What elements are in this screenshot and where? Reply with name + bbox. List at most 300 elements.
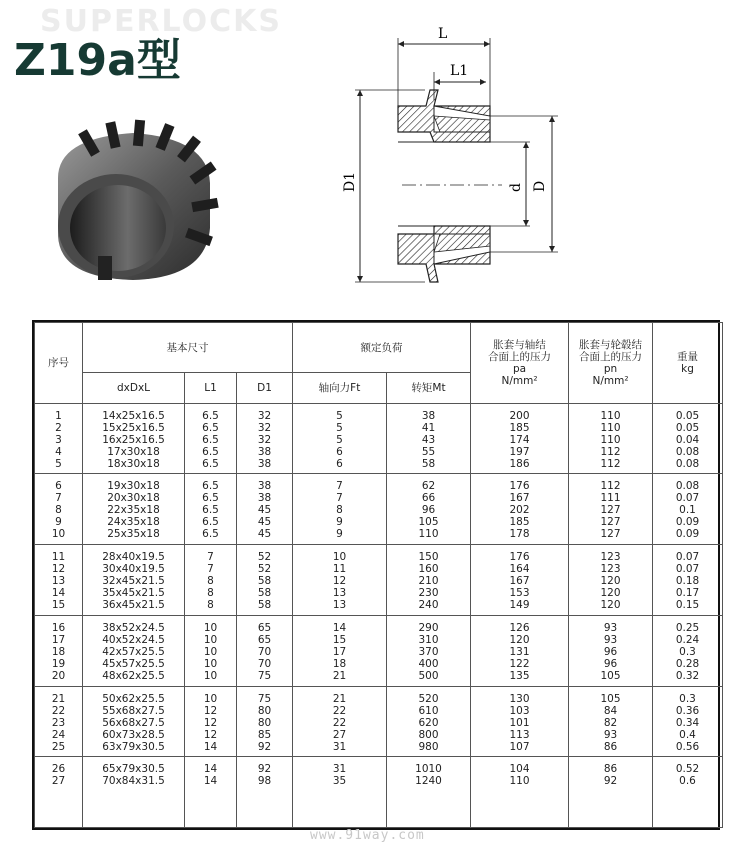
cell-value: 75	[257, 669, 272, 682]
cell-no	[35, 474, 83, 545]
cell-value: 5	[336, 421, 343, 434]
cell-value: 18	[332, 657, 347, 670]
cell-value: 80	[257, 704, 272, 717]
cell-value: 6.5	[202, 445, 219, 458]
cell-value: 105	[418, 516, 439, 529]
cell-value: 7	[207, 551, 214, 564]
cell-ft	[293, 757, 387, 828]
cell-kg	[653, 615, 723, 686]
cell-D1	[237, 757, 293, 828]
header-weight: 重量 kg	[653, 323, 723, 404]
cell-value: 15	[332, 633, 347, 646]
cell-no	[35, 545, 83, 616]
label-L: L	[438, 26, 448, 42]
cell-ft	[293, 545, 387, 616]
cell-value: 14x25x16.5	[102, 409, 165, 422]
cell-value: 120	[600, 575, 621, 588]
cell-dim	[83, 545, 185, 616]
cell-value: 120	[600, 587, 621, 600]
cell-value: 110	[600, 409, 621, 422]
cell-value: 5	[55, 457, 62, 470]
cell-value: 22x35x18	[107, 504, 160, 517]
cross-section-drawing	[330, 20, 600, 290]
header-pa: 胀套与轴结 合面上的压力 pa N/mm²	[471, 323, 569, 404]
cell-value: 0.3	[679, 645, 696, 658]
cell-value: 149	[509, 599, 530, 612]
cell-value: 22	[332, 716, 347, 729]
header-d1: D1	[237, 373, 293, 403]
cell-value: 6.5	[202, 457, 219, 470]
cell-value: 0.52	[675, 763, 700, 776]
cell-kg	[653, 403, 723, 474]
cell-value: 92	[257, 763, 272, 776]
header-pn: 胀套与轮毂结 合面上的压力 pn N/mm²	[569, 323, 653, 404]
cell-value: 8	[207, 575, 214, 588]
cell-value: 93	[603, 633, 618, 646]
cell-value: 70	[257, 657, 272, 670]
cell-value: 96	[603, 657, 618, 670]
cell-value: 127	[600, 504, 621, 517]
cell-value: 92	[257, 740, 272, 753]
cell-value: 27	[332, 728, 347, 741]
cell-value: 0.34	[675, 716, 700, 729]
label-D: D	[532, 180, 548, 192]
cell-value: 111	[600, 492, 621, 505]
page-title: Z19a型	[14, 35, 181, 86]
cell-dim	[83, 686, 185, 757]
cell-value: 98	[257, 775, 272, 788]
product-photo	[38, 108, 228, 298]
cell-value: 31	[332, 763, 347, 776]
cell-value: 17x30x18	[107, 445, 160, 458]
cell-value: 38	[257, 457, 272, 470]
cell-no	[35, 615, 83, 686]
cell-value: 14	[51, 587, 66, 600]
header-basic-dims: 基本尺寸	[83, 323, 293, 373]
cell-value: 310	[418, 633, 439, 646]
cell-value: 45	[257, 504, 272, 517]
cell-value: 58	[257, 575, 272, 588]
cell-value: 32x45x21.5	[102, 575, 165, 588]
cell-value: 35	[332, 775, 347, 788]
cell-value: 0.17	[675, 587, 700, 600]
cell-value: 112	[600, 457, 621, 470]
header-dxdxl: dxDxL	[83, 373, 185, 403]
cell-kg	[653, 686, 723, 757]
cell-value: 38	[257, 480, 272, 493]
cell-value: 230	[418, 587, 439, 600]
cell-value: 110	[509, 775, 530, 788]
cell-L1	[185, 403, 237, 474]
cell-value: 30x40x19.5	[102, 563, 165, 576]
cell-value: 1010	[415, 763, 442, 776]
cell-kg	[653, 474, 723, 545]
header-torque: 转矩Mt	[387, 373, 471, 403]
cell-value: 130	[509, 692, 530, 705]
cell-mt	[387, 474, 471, 545]
table-body	[35, 403, 723, 827]
cell-value: 10	[332, 551, 347, 564]
cell-value: 75	[257, 692, 272, 705]
cell-pn	[569, 757, 653, 828]
cell-value: 200	[509, 409, 530, 422]
cell-value: 112	[600, 480, 621, 493]
cell-value: 16x25x16.5	[102, 433, 165, 446]
cell-value: 86	[603, 763, 618, 776]
cell-value: 0.6	[679, 775, 696, 788]
table-row-group	[35, 403, 723, 474]
cell-value: 38	[257, 445, 272, 458]
cell-value: 58	[257, 587, 272, 600]
header-axial-force: 轴向力Ft	[293, 373, 387, 403]
cell-value: 60x73x28.5	[102, 728, 165, 741]
cell-D1	[237, 403, 293, 474]
cell-pn	[569, 686, 653, 757]
cell-value: 5	[336, 433, 343, 446]
cell-value: 120	[600, 599, 621, 612]
cell-value: 500	[418, 669, 439, 682]
cell-value: 86	[603, 740, 618, 753]
cell-value: 620	[418, 716, 439, 729]
cell-value: 18x30x18	[107, 457, 160, 470]
cell-L1	[185, 686, 237, 757]
cell-value: 32	[257, 433, 272, 446]
cell-value: 25	[51, 740, 66, 753]
cell-value: 55	[421, 445, 436, 458]
cell-D1	[237, 686, 293, 757]
label-d: d	[508, 183, 524, 192]
cell-L1	[185, 545, 237, 616]
cell-pn	[569, 545, 653, 616]
cell-value: 96	[421, 504, 436, 517]
cell-value: 93	[603, 621, 618, 634]
cell-value: 17	[332, 645, 347, 658]
header-rated-load: 额定负荷	[293, 323, 471, 373]
cell-value: 122	[509, 657, 530, 670]
cell-value: 10	[203, 645, 218, 658]
cell-value: 0.24	[675, 633, 700, 646]
cell-value: 82	[603, 716, 618, 729]
cell-value: 164	[509, 563, 530, 576]
cell-value: 0.09	[675, 516, 700, 529]
cell-ft	[293, 615, 387, 686]
cell-value: 13	[332, 587, 347, 600]
cell-value: 185	[509, 516, 530, 529]
cell-value: 10	[203, 633, 218, 646]
cell-value: 11	[51, 551, 66, 564]
cell-value: 126	[509, 621, 530, 634]
table-row-group	[35, 686, 723, 757]
cell-value: 15x25x16.5	[102, 421, 165, 434]
cell-value: 38x52x24.5	[102, 621, 165, 634]
cell-value: 93	[603, 728, 618, 741]
cell-value: 65	[257, 633, 272, 646]
cell-value: 0.18	[675, 575, 700, 588]
cell-value: 50x62x25.5	[102, 692, 165, 705]
table-row-group	[35, 545, 723, 616]
cell-value: 13	[332, 599, 347, 612]
cell-value: 6.5	[202, 421, 219, 434]
cell-value: 23	[51, 716, 66, 729]
header-l1: L1	[185, 373, 237, 403]
cell-value: 150	[418, 551, 439, 564]
cell-value: 8	[207, 587, 214, 600]
cell-value: 20	[51, 669, 66, 682]
cell-value: 2	[55, 421, 62, 434]
cell-value: 9	[336, 516, 343, 529]
cell-value: 10	[203, 692, 218, 705]
cell-value: 160	[418, 563, 439, 576]
cell-value: 101	[509, 716, 530, 729]
cell-D1	[237, 615, 293, 686]
cell-value: 7	[336, 480, 343, 493]
cell-value: 6.5	[202, 516, 219, 529]
cell-value: 107	[509, 740, 530, 753]
cell-value: 800	[418, 728, 439, 741]
cell-value: 0.28	[675, 657, 700, 670]
cell-value: 14	[203, 763, 218, 776]
cell-value: 19	[51, 657, 66, 670]
cell-value: 31	[332, 740, 347, 753]
cell-value: 7	[336, 492, 343, 505]
cell-value: 123	[600, 551, 621, 564]
cell-value: 6.5	[202, 480, 219, 493]
cell-value: 210	[418, 575, 439, 588]
cell-value: 6.5	[202, 492, 219, 505]
cell-kg	[653, 757, 723, 828]
cell-value: 43	[421, 433, 436, 446]
cell-value: 0.3	[679, 692, 696, 705]
cell-value: 6.5	[202, 433, 219, 446]
cell-value: 112	[600, 445, 621, 458]
cell-value: 28x40x19.5	[102, 551, 165, 564]
cell-value: 0.56	[675, 740, 700, 753]
cell-value: 92	[603, 775, 618, 788]
cell-value: 36x45x21.5	[102, 599, 165, 612]
cell-value: 610	[418, 704, 439, 717]
cell-value: 131	[509, 645, 530, 658]
cell-value: 186	[509, 457, 530, 470]
cell-value: 103	[509, 704, 530, 717]
cell-value: 12	[332, 575, 347, 588]
cell-value: 370	[418, 645, 439, 658]
cell-value: 0.09	[675, 528, 700, 541]
cell-no	[35, 403, 83, 474]
cell-value: 110	[600, 421, 621, 434]
cell-dim	[83, 474, 185, 545]
cell-value: 0.08	[675, 457, 700, 470]
cell-value: 22	[332, 704, 347, 717]
cell-value: 80	[257, 716, 272, 729]
cell-value: 197	[509, 445, 530, 458]
cell-value: 12	[203, 704, 218, 717]
cell-value: 153	[509, 587, 530, 600]
cell-dim	[83, 757, 185, 828]
cell-value: 0.04	[675, 433, 700, 446]
cell-value: 16	[51, 621, 66, 634]
cell-value: 110	[600, 433, 621, 446]
cell-value: 176	[509, 480, 530, 493]
cell-value: 12	[203, 728, 218, 741]
cell-value: 0.1	[679, 504, 696, 517]
cell-value: 40x52x24.5	[102, 633, 165, 646]
cell-L1	[185, 757, 237, 828]
cell-value: 113	[509, 728, 530, 741]
cell-value: 62	[421, 480, 436, 493]
cell-value: 1	[55, 409, 62, 422]
cell-pa	[471, 474, 569, 545]
cell-L1	[185, 474, 237, 545]
cell-value: 202	[509, 504, 530, 517]
cell-kg	[653, 545, 723, 616]
cell-value: 45	[257, 528, 272, 541]
cell-pa	[471, 686, 569, 757]
cell-value: 19x30x18	[107, 480, 160, 493]
cell-dim	[83, 615, 185, 686]
cell-value: 48x62x25.5	[102, 669, 165, 682]
cell-value: 1240	[415, 775, 442, 788]
cell-value: 0.07	[675, 551, 700, 564]
cell-pa	[471, 545, 569, 616]
cell-value: 5	[336, 409, 343, 422]
cell-value: 38	[257, 492, 272, 505]
cell-value: 0.08	[675, 480, 700, 493]
table-row-group	[35, 757, 723, 828]
cell-value: 13	[51, 575, 66, 588]
cell-value: 84	[603, 704, 618, 717]
cell-value: 127	[600, 528, 621, 541]
cell-value: 45	[257, 516, 272, 529]
cell-value: 0.4	[679, 728, 696, 741]
cell-value: 105	[600, 669, 621, 682]
cell-value: 14	[203, 775, 218, 788]
cell-value: 38	[421, 409, 436, 422]
cell-value: 10	[203, 669, 218, 682]
cell-ft	[293, 686, 387, 757]
cell-value: 0.07	[675, 492, 700, 505]
cell-mt	[387, 615, 471, 686]
cell-value: 6	[55, 480, 62, 493]
cell-value: 9	[55, 516, 62, 529]
header-no: 序号	[35, 323, 83, 404]
cell-D1	[237, 545, 293, 616]
cell-value: 9	[336, 528, 343, 541]
cell-value: 21	[332, 692, 347, 705]
cell-mt	[387, 545, 471, 616]
cell-value: 21	[51, 692, 66, 705]
cell-value: 10	[203, 621, 218, 634]
cell-value: 10	[203, 657, 218, 670]
cell-value: 120	[509, 633, 530, 646]
cell-value: 41	[421, 421, 436, 434]
cell-value: 0.25	[675, 621, 700, 634]
cell-value: 52	[257, 563, 272, 576]
cell-value: 56x68x27.5	[102, 716, 165, 729]
cell-value: 26	[51, 763, 66, 776]
cell-value: 24x35x18	[107, 516, 160, 529]
cell-value: 12	[51, 563, 66, 576]
cell-pn	[569, 403, 653, 474]
cell-value: 174	[509, 433, 530, 446]
cell-value: 15	[51, 599, 66, 612]
cell-D1	[237, 474, 293, 545]
cell-value: 32	[257, 409, 272, 422]
watermark-bottom: www.91way.com	[310, 828, 425, 843]
watermark-top: SUPERLOCKS	[40, 4, 282, 39]
cell-value: 6	[336, 457, 343, 470]
cell-value: 70	[257, 645, 272, 658]
cell-value: 0.08	[675, 445, 700, 458]
cell-value: 0.05	[675, 421, 700, 434]
spec-table	[32, 320, 720, 830]
cell-mt	[387, 403, 471, 474]
cell-value: 110	[418, 528, 439, 541]
cell-value: 127	[600, 516, 621, 529]
cell-value: 178	[509, 528, 530, 541]
cell-value: 45x57x25.5	[102, 657, 165, 670]
cell-value: 0.07	[675, 563, 700, 576]
cell-value: 14	[332, 621, 347, 634]
cell-value: 35x45x21.5	[102, 587, 165, 600]
cell-value: 27	[51, 775, 66, 788]
cell-value: 85	[257, 728, 272, 741]
cell-value: 22	[51, 704, 66, 717]
cell-ft	[293, 474, 387, 545]
cell-value: 58	[421, 457, 436, 470]
cell-L1	[185, 615, 237, 686]
cell-value: 14	[203, 740, 218, 753]
cell-pn	[569, 474, 653, 545]
cell-value: 240	[418, 599, 439, 612]
cell-value: 21	[332, 669, 347, 682]
cell-pn	[569, 615, 653, 686]
cell-value: 58	[257, 599, 272, 612]
cell-value: 66	[421, 492, 436, 505]
cell-mt	[387, 686, 471, 757]
cell-mt	[387, 757, 471, 828]
cell-value: 0.15	[675, 599, 700, 612]
cell-value: 7	[207, 563, 214, 576]
cell-value: 63x79x30.5	[102, 740, 165, 753]
cell-value: 96	[603, 645, 618, 658]
cell-no	[35, 686, 83, 757]
cell-value: 167	[509, 575, 530, 588]
cell-value: 167	[509, 492, 530, 505]
cell-value: 3	[55, 433, 62, 446]
cell-value: 70x84x31.5	[102, 775, 165, 788]
label-L1: L1	[450, 63, 469, 79]
cell-value: 18	[51, 645, 66, 658]
cell-ft	[293, 403, 387, 474]
cell-value: 520	[418, 692, 439, 705]
cell-value: 104	[509, 763, 530, 776]
cell-value: 7	[55, 492, 62, 505]
cell-value: 0.36	[675, 704, 700, 717]
cell-value: 12	[203, 716, 218, 729]
cell-value: 6.5	[202, 528, 219, 541]
cell-value: 20x30x18	[107, 492, 160, 505]
cell-value: 105	[600, 692, 621, 705]
label-D1: D1	[342, 171, 358, 192]
table-row-group	[35, 615, 723, 686]
cell-value: 55x68x27.5	[102, 704, 165, 717]
cell-no	[35, 757, 83, 828]
cell-value: 24	[51, 728, 66, 741]
cell-value: 0.32	[675, 669, 700, 682]
cell-value: 980	[418, 740, 439, 753]
cell-value: 17	[51, 633, 66, 646]
cell-value: 52	[257, 551, 272, 564]
